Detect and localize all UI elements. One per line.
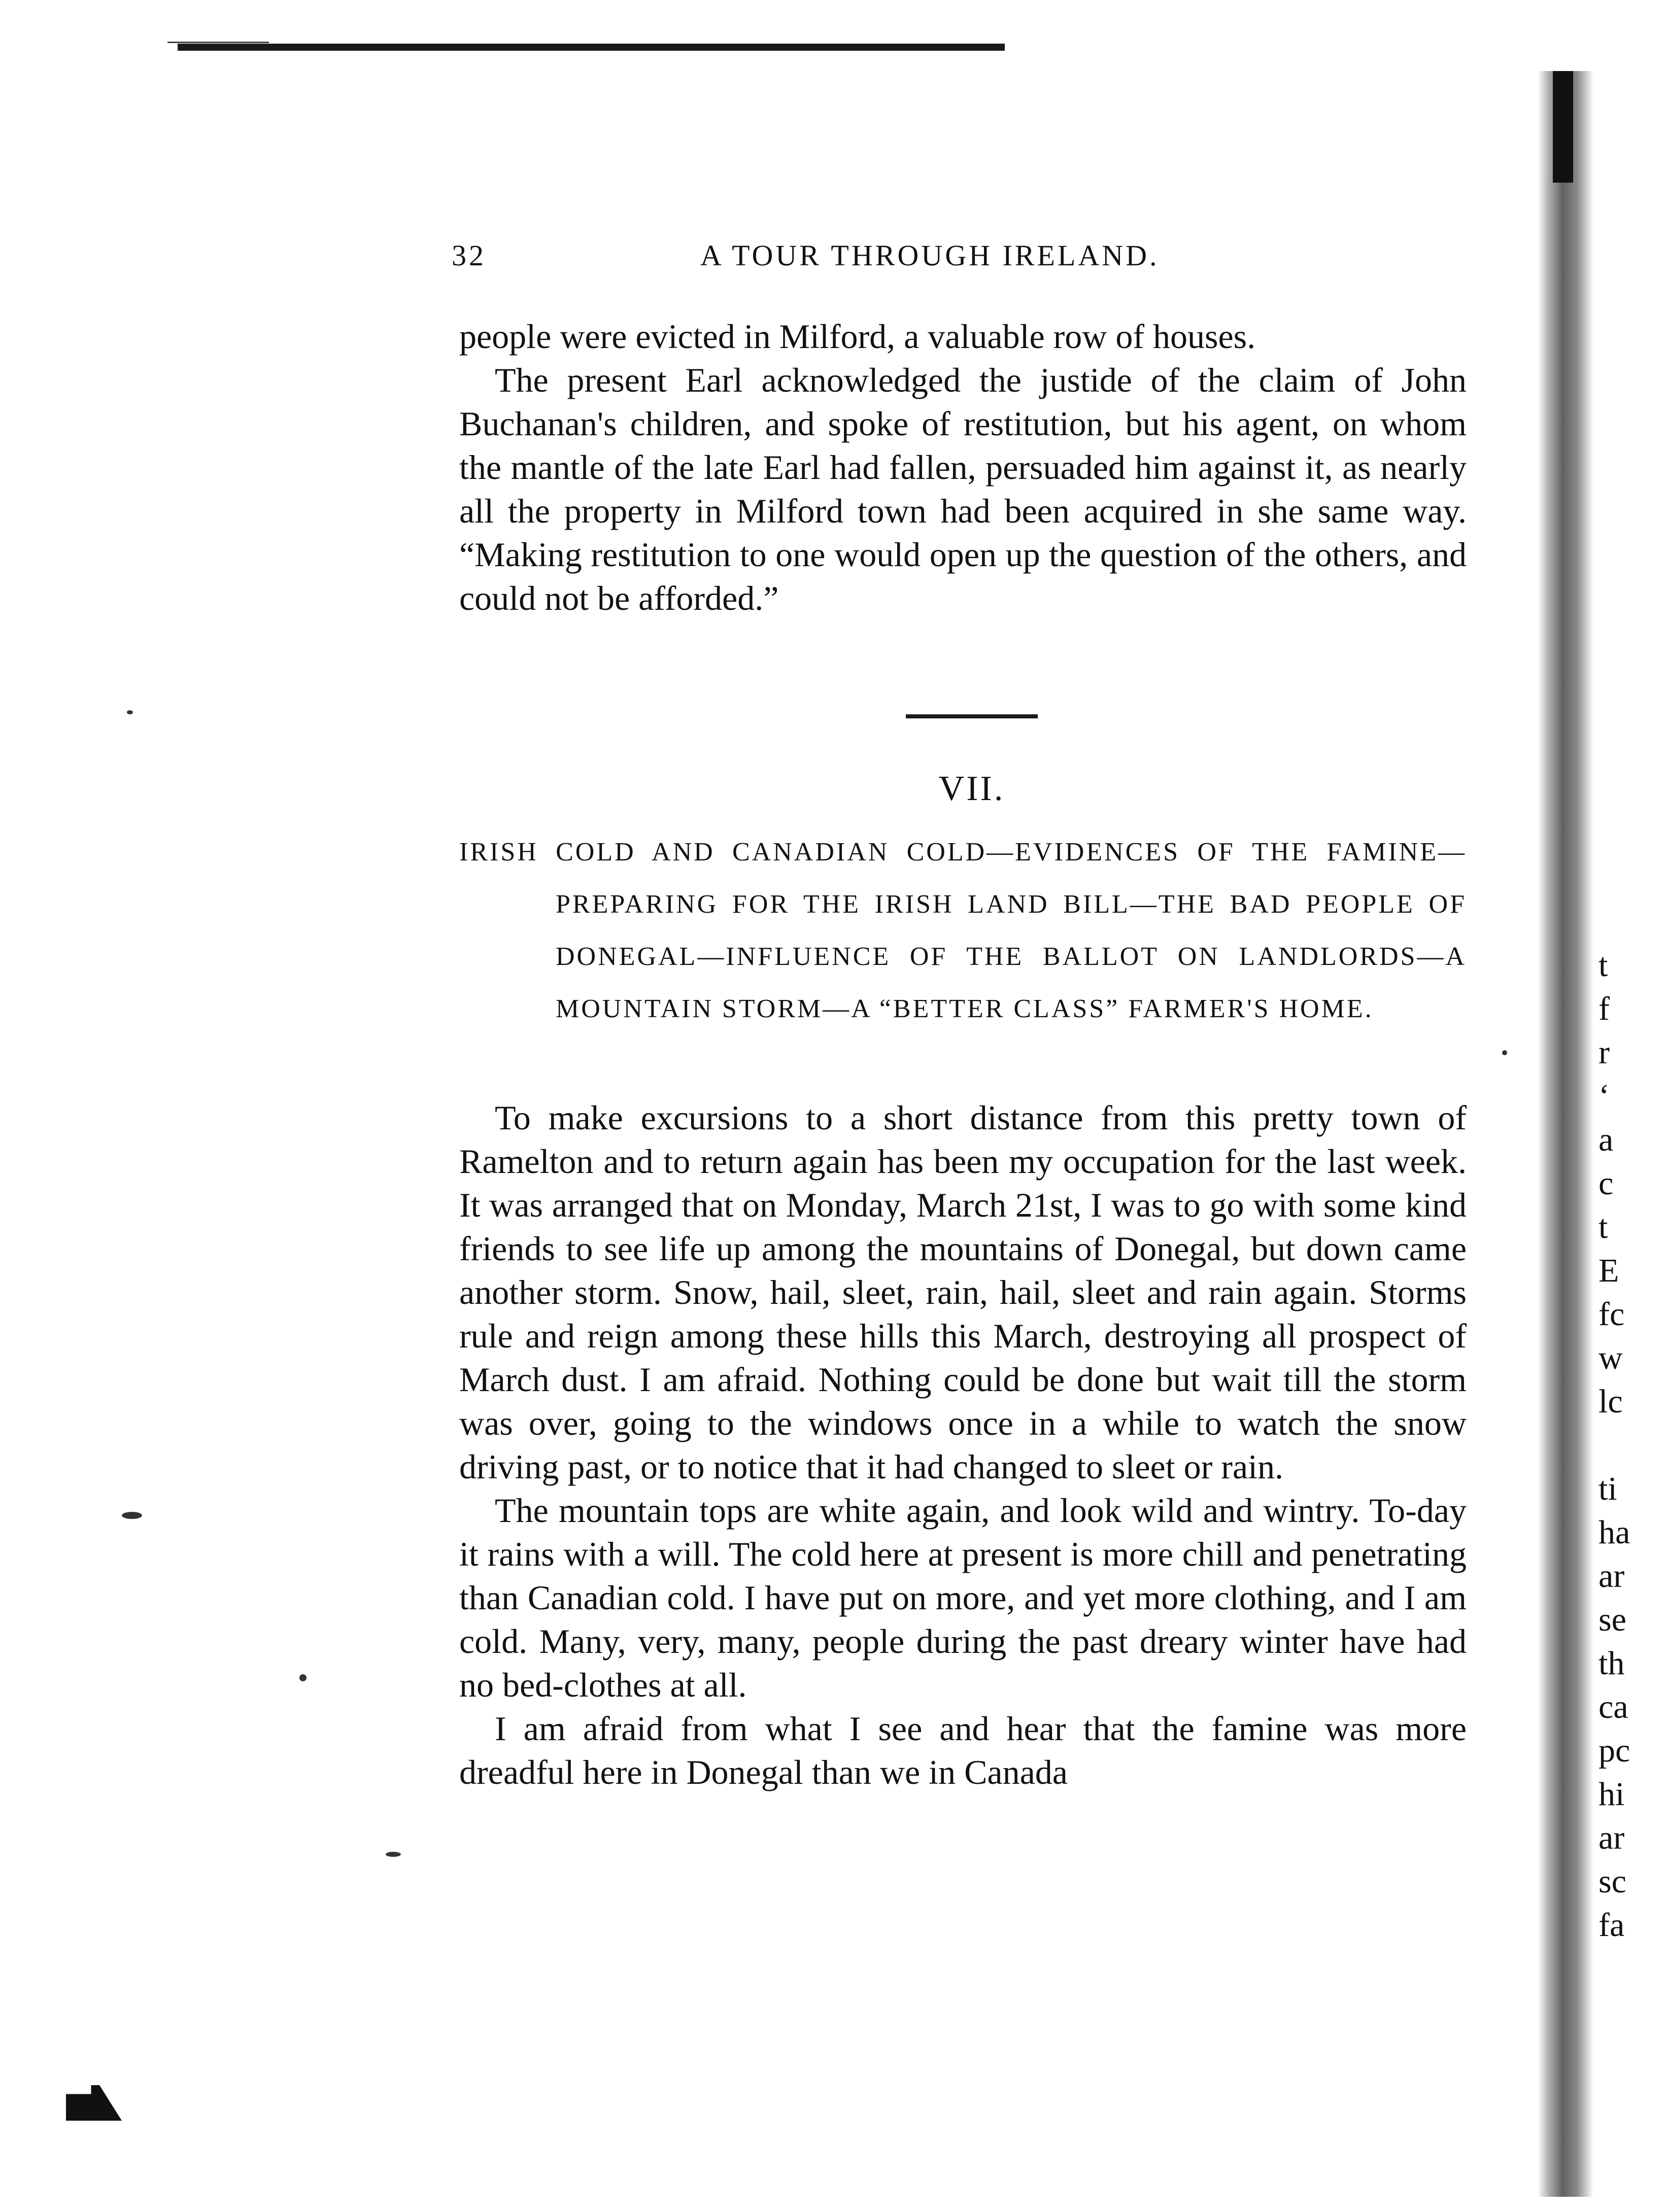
facing-page-fragment: fa <box>1599 1907 1625 1944</box>
opening-text <box>459 315 1467 620</box>
book-title: A TOUR THROUGH IRELAND. <box>700 239 1160 272</box>
facing-page-fragment: se <box>1599 1601 1626 1638</box>
paragraph: To make excursions to a short distance from this pretty town of Ramelton and to return again has been my occupation for the last week. It was arranged that on Monday, March 21st, I was to go with some kind friends to see life up among the mountains of Donegal, but down came another storm. Snow, hail, sleet, rain, hail, sleet and rain again. Storms rule and reign among these hills this March, destroying all prospect of March dust. I am afraid. Nothing could be done but wait till the storm was over, going to the windows once in a while to watch the snow driving past, or to notice that it had changed to sleet or rain. <box>459 1098 1467 1486</box>
binding-gutter-dark <box>1553 71 1573 183</box>
scan-speck <box>386 1852 401 1857</box>
facing-page-fragment: t <box>1599 947 1608 984</box>
scan-speck <box>127 710 133 714</box>
facing-page-fragment: lc <box>1599 1383 1623 1420</box>
facing-page-fragment: a <box>1599 1121 1614 1158</box>
scan-speck <box>1502 1050 1507 1055</box>
section-number: VII. <box>938 769 1005 808</box>
body-text <box>459 1096 1467 1794</box>
facing-page-fragment: ar <box>1599 1558 1625 1595</box>
scan-speck <box>122 1512 142 1519</box>
paragraph: The mountain tops are white again, and look wild and wintry. To-day it rains with a will. The cold here at present is more chill and penetrating than Canadian cold. I have put on more, and yet more clothing, and I am cold. Many, very, many, people during the past dreary winter have had no bed-clothes at all. <box>459 1491 1467 1704</box>
facing-page-fragment: ca <box>1599 1688 1628 1725</box>
facing-page-fragment: hi <box>1599 1776 1625 1813</box>
facing-page-fragment: E <box>1599 1252 1619 1289</box>
top-rule <box>178 44 1005 51</box>
paragraph: people were evicted in Milford, a valuable row of houses. <box>459 317 1256 356</box>
page-number: 32 <box>452 239 486 272</box>
facing-page-fragments <box>1599 944 1664 1947</box>
facing-page-fragment: ha <box>1599 1514 1630 1551</box>
facing-page-fragment: fc <box>1599 1296 1625 1333</box>
facing-page-fragment: pc <box>1599 1732 1630 1769</box>
running-head <box>452 238 1441 279</box>
facing-page-fragment <box>1599 1424 1664 1467</box>
scan-corner-mark <box>66 2085 122 2121</box>
facing-page-fragment: r <box>1599 1034 1610 1071</box>
facing-page-fragment: c <box>1599 1165 1614 1202</box>
top-rule-thin <box>167 42 269 43</box>
facing-page-fragment: sc <box>1599 1863 1626 1900</box>
facing-page-fragment: ti <box>1599 1470 1617 1507</box>
facing-page-fragment: ar <box>1599 1819 1625 1856</box>
facing-page-fragment: t <box>1599 1208 1608 1246</box>
scan-speck <box>299 1674 307 1681</box>
facing-page-fragment: w <box>1599 1339 1623 1376</box>
binding-gutter-shadow <box>1538 71 1593 2197</box>
facing-page-fragment: f <box>1599 990 1610 1027</box>
facing-page-fragment: ‘ <box>1599 1078 1610 1115</box>
section-divider <box>906 714 1038 718</box>
paragraph: The present Earl acknowledged the justide of the claim of John Buchanan's children, and spoke of restitution, but his agent, on whom the mantle of the late Earl had fallen, persuaded him against it, as nearly all the property in Milford town had been acquired in she same way. “Making restitution to one would open up the question of the others, and could not be afforded.” <box>459 361 1467 617</box>
paragraph: I am afraid from what I see and hear that the famine was more dreadful here in Donegal than we in Canada <box>459 1709 1467 1791</box>
facing-page-fragment: th <box>1599 1645 1625 1682</box>
chapter-synopsis: IRISH COLD AND CANADIAN COLD—EVIDENCES OF THE FAMINE—PREPARING FOR THE IRISH LAND BILL—THE BAD PEOPLE OF DONEGAL—INFLUENCE OF THE BALLOT ON LANDLORDS—A MOUNTAIN STORM—A “BETTER CLASS” FARMER'S HOME. <box>459 838 1467 1023</box>
